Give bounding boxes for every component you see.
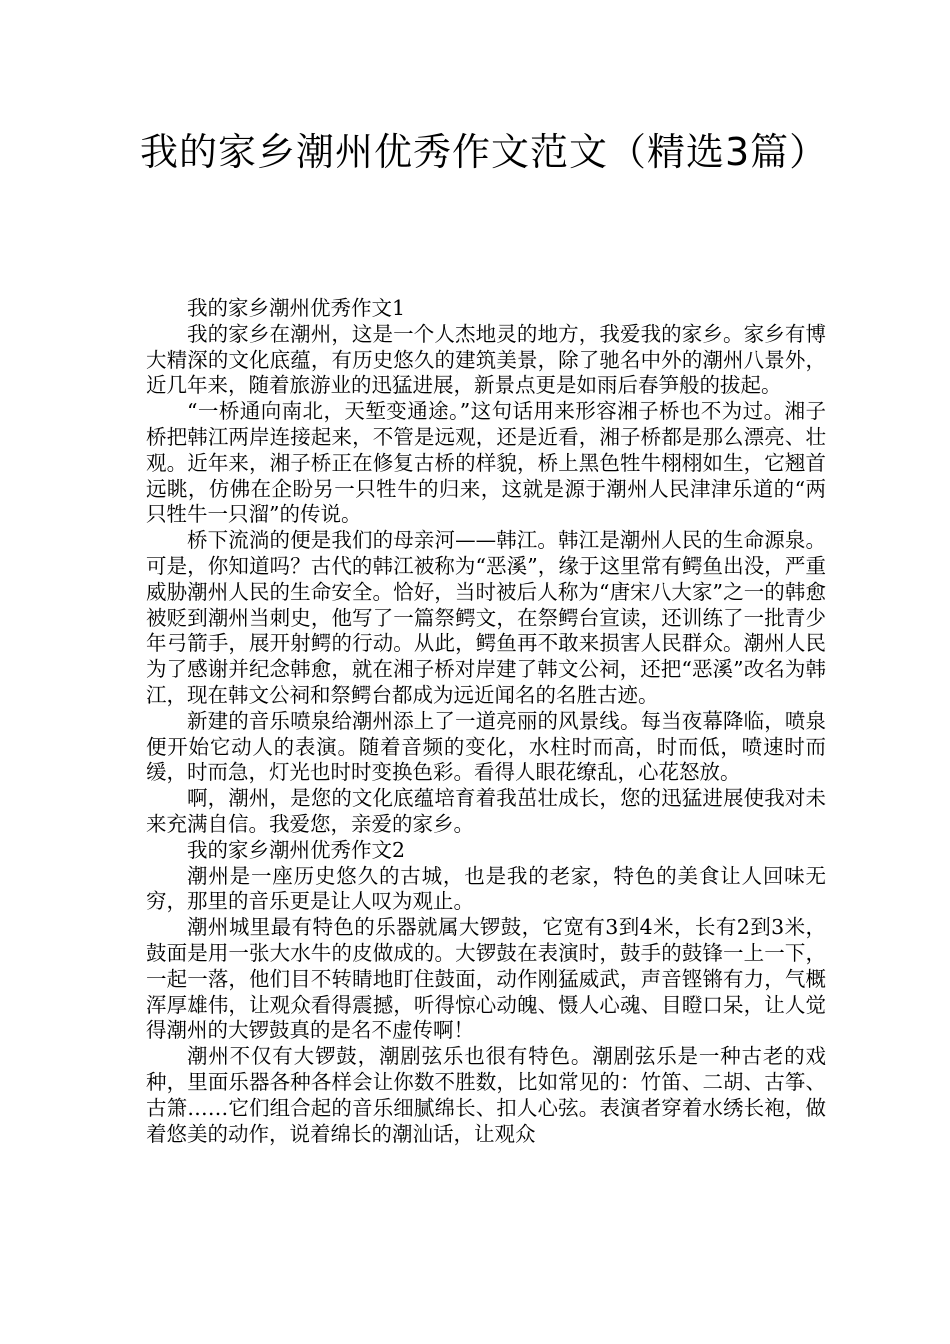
document-title: 我的家乡潮州优秀作文范文（精选3篇）	[140, 130, 829, 174]
document-body	[146, 296, 826, 1147]
paragraph: 新建的音乐喷泉给潮州添上了一道亮丽的风景线。每当夜幕降临，喷泉便开始它动人的表演。随着音频的变化，水柱时而高，时而低，喷速时而缓，时而急，灯光也时时变换色彩。看得人眼花缭乱，心花怒放。	[146, 708, 826, 785]
section-heading-1: 我的家乡潮州优秀作文1	[187, 296, 406, 320]
paragraph: 我的家乡在潮州，这是一个人杰地灵的地方，我爱我的家乡。家乡有博大精深的文化底蕴，有历史悠久的建筑美景，除了驰名中外的潮州八景外，近几年来，随着旅游业的迅猛进展，新景点更是如雨后春笋般的拔起。	[146, 321, 826, 398]
paragraph: 桥下流淌的便是我们的母亲河——韩江。韩江是潮州人民的生命源泉。可是，你知道吗？古代的韩江被称为“恶溪”，缘于这里常有鳄鱼出没，严重威胁潮州人民的生命安全。恰好，当时被后人称为“唐宋八大家”之一的韩愈被贬到潮州当刺史，他写了一篇祭鳄文，在祭鳄台宣读，还训练了一批青少年弓箭手，展开射鳄的行动。从此，鳄鱼再不敢来损害人民群众。潮州人民为了感谢并纪念韩愈，就在湘子桥对岸建了韩文公祠，还把“恶溪”改名为韩江，现在韩文公祠和祭鳄台都成为远近闻名的名胜古迹。	[146, 528, 826, 707]
paragraph: “一桥通向南北，天堑变通途。”这句话用来形容湘子桥也不为过。湘子桥把韩江两岸连接起来，不管是远观，还是近看，湘子桥都是那么漂亮、壮观。近年来，湘子桥正在修复古桥的样貌，桥上黑色牲牛栩栩如生，它翘首远眺，仿佛在企盼另一只牲牛的归来，这就是源于潮州人民津津乐道的“两只牲牛一只溜”的传说。	[146, 399, 826, 527]
section-heading-2: 我的家乡潮州优秀作文2	[187, 837, 406, 862]
paragraph: 潮州不仅有大锣鼓，潮剧弦乐也很有特色。潮剧弦乐是一种古老的戏种，里面乐器各种各样会让你数不胜数，比如常见的：竹笛、二胡、古筝、古箫……它们组合起的音乐细腻绵长、扣人心弦。表演者穿着水绣长袍，做着悠美的动作，说着绵长的潮汕话，让观众	[146, 1044, 826, 1146]
paragraph: 潮州是一座历史悠久的古城，也是我的老家，特色的美食让人回味无穷，那里的音乐更是让人叹为观止。	[146, 863, 826, 914]
paragraph: 潮州城里最有特色的乐器就属大锣鼓，它宽有3到4米，长有2到3米，鼓面是用一张大水牛的皮做成的。大锣鼓在表演时，鼓手的鼓锋一上一下，一起一落，他们目不转睛地盯住鼓面，动作刚猛威武，声音铿锵有力，气概浑厚雄伟，让观众看得震撼，听得惊心动魄、慑人心魂、目瞪口呆，让人觉得潮州的大锣鼓真的是名不虚传啊！	[146, 915, 826, 1043]
paragraph: 啊，潮州，是您的文化底蕴培育着我茁壮成长，您的迅猛进展使我对未来充满自信。我爱您，亲爱的家乡。	[146, 786, 826, 836]
